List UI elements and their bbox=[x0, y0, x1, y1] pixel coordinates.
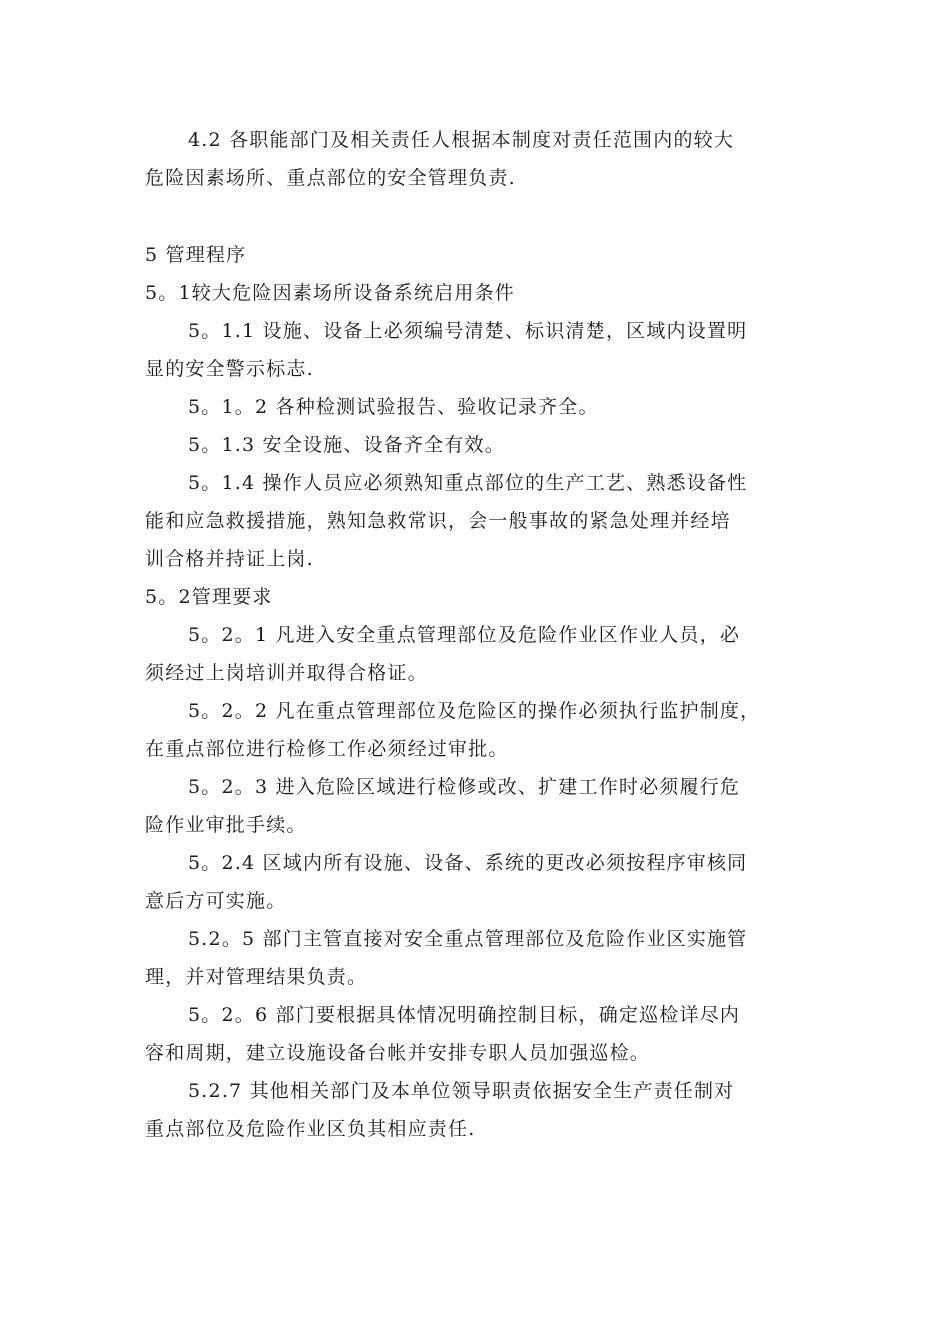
paragraph-line: 5。2。6 部门要根据具体情况明确控制目标，确定巡检详尽内 bbox=[188, 1004, 741, 1026]
paragraph-line: 在重点部位进行检修工作必须经过审批。 bbox=[145, 738, 509, 760]
paragraph-line: 显的安全警示标志. bbox=[145, 358, 314, 380]
paragraph-line: 重点部位及危险作业区负其相应责任. bbox=[145, 1118, 476, 1140]
paragraph-line: 5。1.4 操作人员应必须熟知重点部位的生产工艺、熟悉设备性 bbox=[188, 472, 748, 494]
paragraph-line: 5。2.4 区域内所有设施、设备、系统的更改必须按程序审核同 bbox=[188, 852, 748, 874]
paragraph-line: 理，并对管理结果负责。 bbox=[145, 966, 368, 988]
section-heading: 5 管理程序 bbox=[145, 244, 247, 266]
paragraph-line: 能和应急救援措施，熟知急救常识，会一般事故的紧急处理并经培 bbox=[145, 510, 731, 532]
paragraph-line: 5。2。3 进入危险区域进行检修或改、扩建工作时必须履行危 bbox=[188, 776, 741, 798]
paragraph-line: 须经过上岗培训并取得合格证。 bbox=[145, 662, 428, 684]
subsection-heading: 5。2管理要求 bbox=[145, 586, 273, 608]
paragraph-line: 5.2.7 其他相关部门及本单位领导职责依据安全生产责任制对 bbox=[188, 1080, 735, 1102]
paragraph-line: 危险因素场所、重点部位的安全管理负责. bbox=[145, 167, 516, 189]
paragraph-line: 5.2。5 部门主管直接对安全重点管理部位及危险作业区实施管 bbox=[188, 928, 748, 950]
subsection-heading: 5。1较大危险因素场所设备系统启用条件 bbox=[145, 282, 515, 304]
paragraph-line: 险作业审批手续。 bbox=[145, 814, 307, 836]
paragraph-line: 5。1.1 设施、设备上必须编号清楚、标识清楚，区域内设置明 bbox=[188, 320, 748, 342]
paragraph-line: 训合格并持证上岗. bbox=[145, 548, 314, 570]
paragraph-line: 5。1。2 各种检测试验报告、验收记录齐全。 bbox=[188, 396, 599, 418]
paragraph-line: 4.2 各职能部门及相关责任人根据本制度对责任范围内的较大 bbox=[188, 129, 735, 151]
paragraph-line: 5。2。2 凡在重点管理部位及危险区的操作必须执行监护制度， bbox=[188, 700, 761, 722]
paragraph-line: 5。1.3 安全设施、设备齐全有效。 bbox=[188, 434, 505, 456]
paragraph-line: 5。2。1 凡进入安全重点管理部位及危险作业区作业人员，必 bbox=[188, 624, 741, 646]
paragraph-line: 意后方可实施。 bbox=[145, 890, 287, 912]
paragraph-line: 容和周期，建立设施设备台帐并安排专职人员加强巡检。 bbox=[145, 1042, 651, 1064]
